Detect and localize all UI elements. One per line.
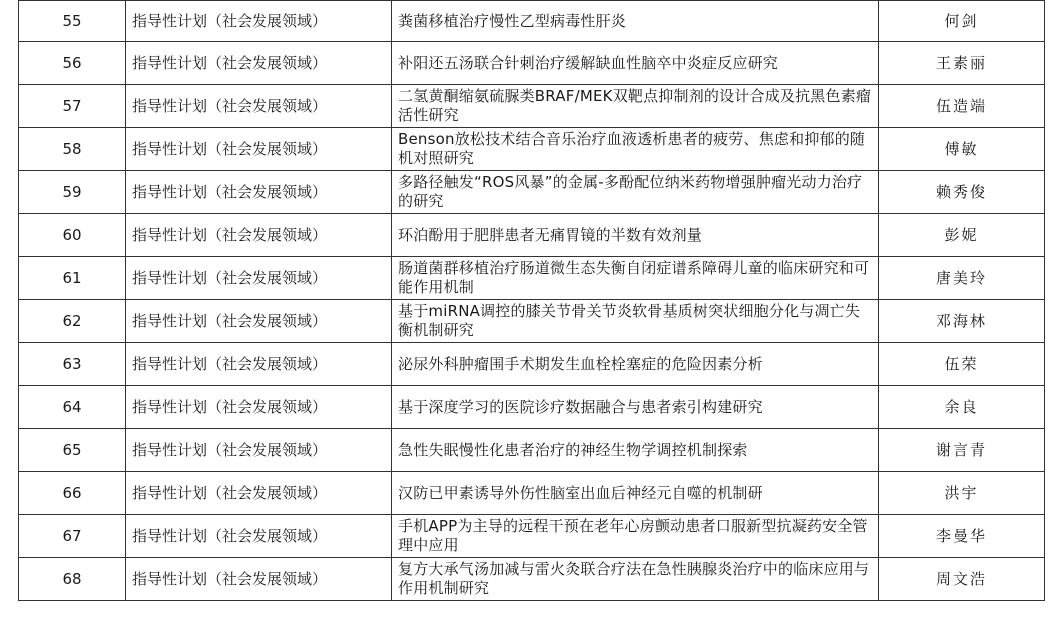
plan-type: 指导性计划（社会发展领域） <box>126 1 392 42</box>
table-row <box>19 429 1045 472</box>
plan-type: 指导性计划（社会发展领域） <box>126 85 392 128</box>
project-title: 粪菌移植治疗慢性乙型病毒性肝炎 <box>392 1 879 42</box>
plan-type: 指导性计划（社会发展领域） <box>126 429 392 472</box>
table-row <box>19 515 1045 558</box>
project-title: 急性失眠慢性化患者治疗的神经生物学调控机制探索 <box>392 429 879 472</box>
project-title: 多路径触发“ROS风暴”的金属-多酚配位纳米药物增强肿瘤光动力治疗的研究 <box>392 171 879 214</box>
row-number: 64 <box>19 386 126 429</box>
project-leader: 伍造端 <box>879 85 1045 128</box>
project-title: 基于miRNA调控的膝关节骨关节炎软骨基质树突状细胞分化与凋亡失衡机制研究 <box>392 300 879 343</box>
table-row <box>19 558 1045 601</box>
project-leader: 何剑 <box>879 1 1045 42</box>
row-number: 58 <box>19 128 126 171</box>
plan-type: 指导性计划（社会发展领域） <box>126 171 392 214</box>
row-number: 63 <box>19 343 126 386</box>
table-row <box>19 85 1045 128</box>
project-leader: 傅敏 <box>879 128 1045 171</box>
project-leader: 彭妮 <box>879 214 1045 257</box>
project-title: 补阳还五汤联合针刺治疗缓解缺血性脑卒中炎症反应研究 <box>392 42 879 85</box>
plan-type: 指导性计划（社会发展领域） <box>126 515 392 558</box>
project-leader: 王素丽 <box>879 42 1045 85</box>
project-title: 手机APP为主导的远程干预在老年心房颤动患者口服新型抗凝药安全管理中应用 <box>392 515 879 558</box>
row-number: 60 <box>19 214 126 257</box>
table-row <box>19 128 1045 171</box>
table-row <box>19 171 1045 214</box>
row-number: 61 <box>19 257 126 300</box>
plan-type: 指导性计划（社会发展领域） <box>126 558 392 601</box>
row-number: 55 <box>19 1 126 42</box>
plan-type: 指导性计划（社会发展领域） <box>126 257 392 300</box>
project-leader: 李曼华 <box>879 515 1045 558</box>
plan-type: 指导性计划（社会发展领域） <box>126 128 392 171</box>
project-leader: 邓海林 <box>879 300 1045 343</box>
project-title: 泌尿外科肿瘤围手术期发生血栓栓塞症的危险因素分析 <box>392 343 879 386</box>
project-title: 环泊酚用于肥胖患者无痛胃镜的半数有效剂量 <box>392 214 879 257</box>
plan-type: 指导性计划（社会发展领域） <box>126 300 392 343</box>
row-number: 57 <box>19 85 126 128</box>
row-number: 66 <box>19 472 126 515</box>
table-row <box>19 42 1045 85</box>
project-leader: 谢言青 <box>879 429 1045 472</box>
row-number: 65 <box>19 429 126 472</box>
table-row <box>19 257 1045 300</box>
project-title: 复方大承气汤加减与雷火灸联合疗法在急性胰腺炎治疗中的临床应用与作用机制研究 <box>392 558 879 601</box>
plan-type: 指导性计划（社会发展领域） <box>126 472 392 515</box>
plan-type: 指导性计划（社会发展领域） <box>126 343 392 386</box>
project-leader: 周文浩 <box>879 558 1045 601</box>
project-leader: 唐美玲 <box>879 257 1045 300</box>
project-leader: 余良 <box>879 386 1045 429</box>
table-row <box>19 214 1045 257</box>
row-number: 62 <box>19 300 126 343</box>
row-number: 68 <box>19 558 126 601</box>
project-table <box>18 0 1045 601</box>
project-leader: 洪宇 <box>879 472 1045 515</box>
project-title: 肠道菌群移植治疗肠道微生态失衡自闭症谱系障碍儿童的临床研究和可能作用机制 <box>392 257 879 300</box>
row-number: 67 <box>19 515 126 558</box>
project-leader: 赖秀俊 <box>879 171 1045 214</box>
plan-type: 指导性计划（社会发展领域） <box>126 214 392 257</box>
row-number: 59 <box>19 171 126 214</box>
table-row <box>19 300 1045 343</box>
table-row <box>19 1 1045 42</box>
project-title: 基于深度学习的医院诊疗数据融合与患者索引构建研究 <box>392 386 879 429</box>
table-row <box>19 386 1045 429</box>
project-title: Benson放松技术结合音乐治疗血液透析患者的疲劳、焦虑和抑郁的随机对照研究 <box>392 128 879 171</box>
plan-type: 指导性计划（社会发展领域） <box>126 386 392 429</box>
table-row <box>19 343 1045 386</box>
plan-type: 指导性计划（社会发展领域） <box>126 42 392 85</box>
table-row <box>19 472 1045 515</box>
row-number: 56 <box>19 42 126 85</box>
project-leader: 伍荣 <box>879 343 1045 386</box>
project-title: 汉防已甲素诱导外伤性脑室出血后神经元自噬的机制研 <box>392 472 879 515</box>
project-title: 二氢黄酮缩氨硫脲类BRAF/MEK双靶点抑制剂的设计合成及抗黑色素瘤活性研究 <box>392 85 879 128</box>
